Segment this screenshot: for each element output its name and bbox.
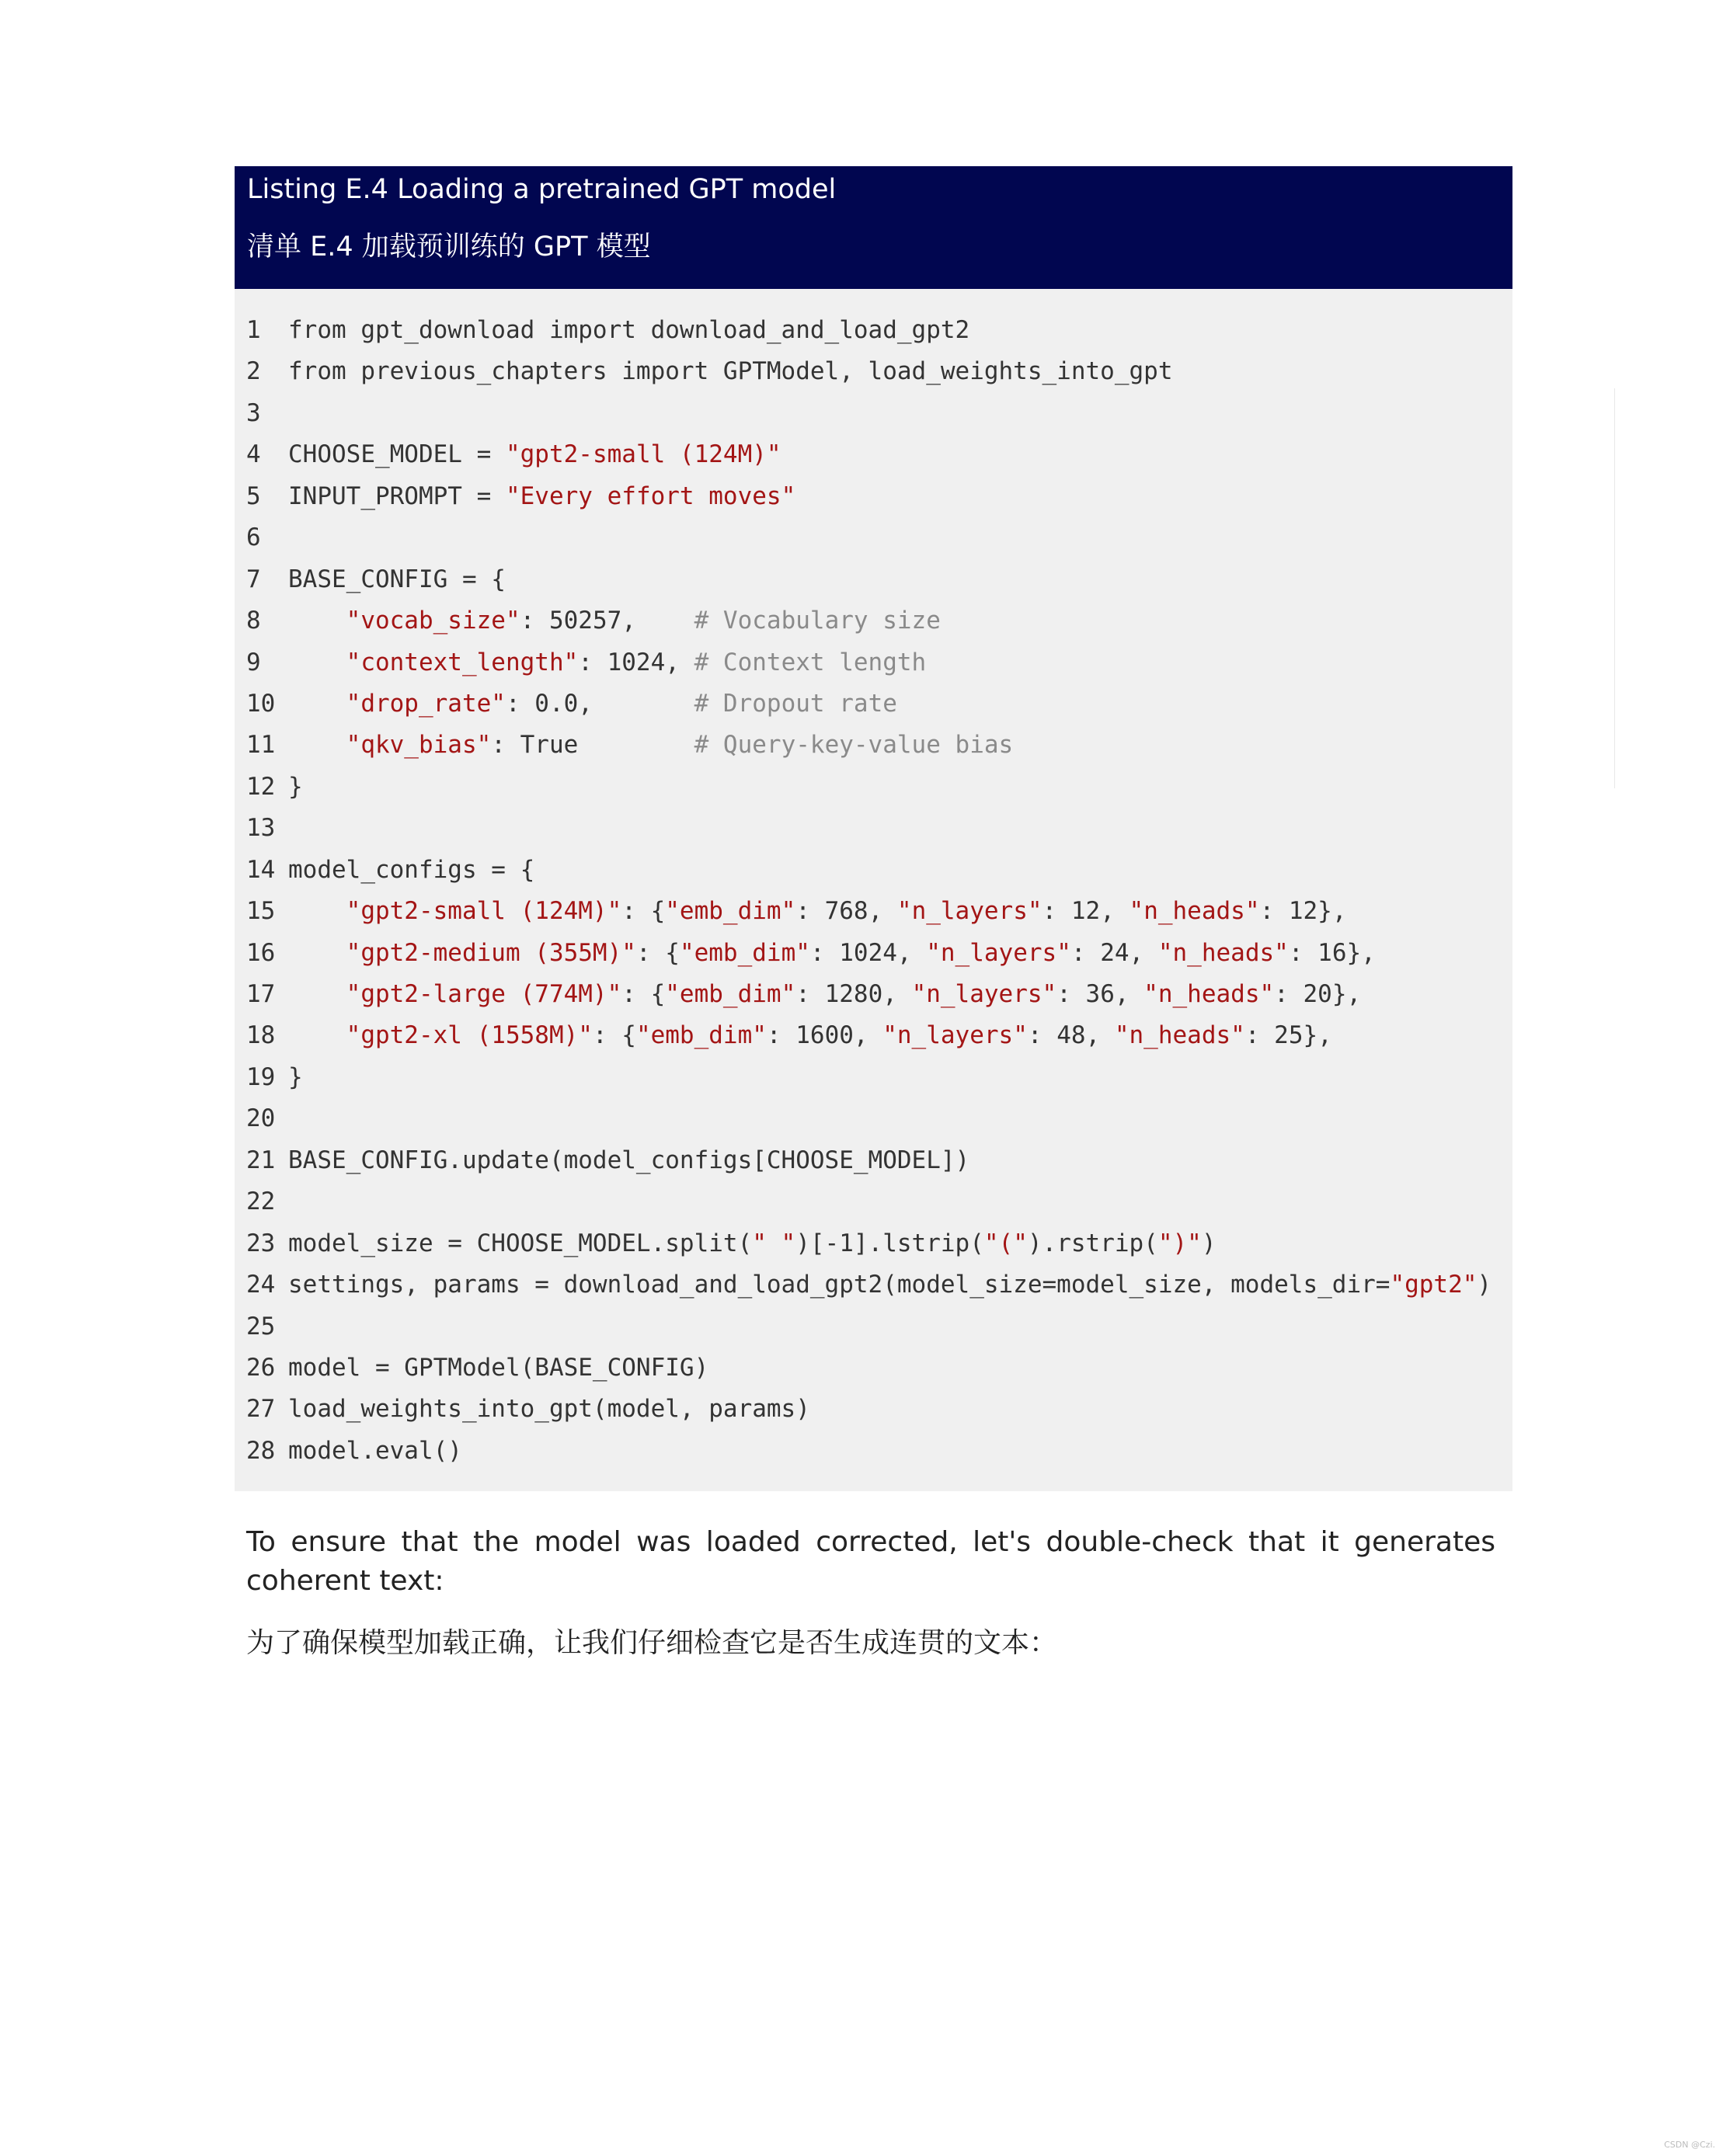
code-text	[288, 725, 1013, 766]
code-string: "drop_rate"	[346, 689, 506, 718]
line-number: 11	[246, 731, 276, 760]
code-token: : 1024,	[809, 938, 927, 967]
code-string: " "	[752, 1229, 796, 1257]
code-line	[235, 434, 1512, 475]
code-line	[235, 974, 1512, 1015]
code-token: BASE_CONFIG = {	[288, 565, 506, 593]
code-text	[288, 891, 1347, 932]
code-token: load_weights_into_gpt(model, params)	[288, 1395, 810, 1424]
code-string: "context_length"	[346, 648, 579, 676]
line-number: 2	[246, 357, 261, 386]
code-token: : 50257,	[520, 607, 694, 635]
code-string: "n_heads"	[1143, 980, 1275, 1008]
code-string: "emb_dim"	[635, 1021, 767, 1050]
line-number: 19	[246, 1062, 276, 1091]
code-line	[235, 642, 1512, 683]
line-number: 20	[246, 1104, 276, 1133]
code-line	[235, 517, 1512, 558]
listing-title-zh: 清单 E.4 加载预训练的 GPT 模型	[247, 231, 651, 263]
code-comment: # Vocabulary size	[694, 607, 941, 635]
code-token: )[-1].lstrip(	[795, 1229, 984, 1257]
code-token: CHOOSE_MODEL =	[288, 440, 506, 469]
line-number: 21	[246, 1146, 276, 1174]
code-token: model_configs = {	[288, 855, 535, 884]
code-token: : 1600,	[766, 1021, 883, 1050]
code-token: : 48,	[1027, 1021, 1115, 1050]
line-number: 3	[246, 398, 261, 427]
line-number: 5	[246, 482, 261, 510]
code-string: "n_layers"	[896, 897, 1043, 926]
code-token: BASE_CONFIG.update(model_configs[CHOOSE_MODEL])	[288, 1146, 970, 1174]
code-token: : 12,	[1042, 897, 1130, 926]
code-token: : 1024,	[578, 648, 694, 676]
code-text	[288, 600, 941, 642]
line-number: 18	[246, 1021, 276, 1050]
code-string: "gpt2"	[1390, 1271, 1478, 1299]
code-line	[235, 393, 1512, 434]
line-number: 17	[246, 980, 276, 1008]
code-token: : 36,	[1056, 980, 1144, 1008]
code-token: )	[1477, 1271, 1492, 1299]
code-line	[235, 725, 1512, 766]
code-string: "gpt2-small (124M)"	[346, 897, 622, 926]
code-string: "n_layers"	[926, 938, 1071, 967]
line-number: 22	[246, 1188, 276, 1216]
code-token: settings, params = download_and_load_gpt2(model_size=model_size, models_dir=	[288, 1271, 1391, 1299]
code-line	[235, 1140, 1512, 1181]
code-token	[288, 731, 346, 759]
code-token: model = GPTModel(BASE_CONFIG)	[288, 1353, 709, 1382]
code-token	[288, 690, 346, 718]
code-token: model_size = CHOOSE_MODEL.split(	[288, 1229, 753, 1257]
line-number: 13	[246, 814, 276, 843]
code-string: "n_heads"	[1157, 938, 1289, 967]
code-token: : True	[491, 731, 694, 760]
code-string: "emb_dim"	[665, 897, 796, 926]
code-text	[288, 1140, 969, 1181]
code-text	[288, 850, 534, 891]
code-text	[288, 1348, 708, 1389]
code-token	[288, 939, 346, 967]
code-token: model.eval()	[288, 1436, 462, 1465]
code-string: "gpt2-small (124M)"	[505, 440, 781, 469]
code-comment: # Dropout rate	[694, 689, 897, 718]
code-token: from previous_chapters import GPTModel, load_weights_into_gpt	[288, 357, 1173, 386]
code-string: "("	[983, 1229, 1028, 1257]
code-line	[235, 1389, 1512, 1430]
code-text	[288, 1389, 810, 1430]
code-token: ).rstrip(	[1027, 1229, 1158, 1257]
code-string: "emb_dim"	[679, 938, 810, 967]
code-line	[235, 767, 1512, 808]
code-line	[235, 933, 1512, 974]
code-token: INPUT_PROMPT =	[288, 482, 506, 510]
code-token: : 25},	[1244, 1021, 1332, 1050]
code-token: : {	[621, 980, 666, 1008]
line-number: 10	[246, 689, 276, 718]
code-string: "qkv_bias"	[346, 731, 492, 760]
code-line	[235, 310, 1512, 351]
code-string: ")"	[1157, 1229, 1202, 1257]
code-text	[288, 1264, 1492, 1306]
code-comment: # Context length	[694, 648, 927, 676]
code-token: : {	[592, 1021, 636, 1050]
code-token: : 12},	[1259, 897, 1347, 926]
line-number: 7	[246, 565, 261, 593]
code-listing	[235, 166, 1512, 1491]
code-string: "n_layers"	[911, 980, 1057, 1008]
line-number: 8	[246, 607, 261, 635]
code-line	[235, 891, 1512, 932]
code-string: "gpt2-large (774M)"	[346, 980, 622, 1008]
code-token: : 24,	[1070, 938, 1158, 967]
code-text	[288, 434, 781, 475]
code-text	[288, 642, 926, 683]
code-line	[235, 1015, 1512, 1056]
code-line	[235, 1348, 1512, 1389]
line-number: 6	[246, 523, 261, 552]
code-token: : 16},	[1288, 938, 1376, 967]
code-token: : 20},	[1274, 980, 1362, 1008]
code-line	[235, 808, 1512, 849]
code-string: "gpt2-medium (355M)"	[346, 938, 636, 967]
code-line	[235, 1431, 1512, 1472]
code-line	[235, 1181, 1512, 1222]
line-number: 24	[246, 1271, 276, 1299]
code-token: : 0.0,	[505, 689, 694, 718]
code-string: "n_layers"	[882, 1021, 1028, 1050]
paragraph-zh: 为了确保模型加载正确，让我们仔细检查它是否生成连贯的文本：	[246, 1627, 1058, 1659]
code-string: "n_heads"	[1129, 897, 1260, 926]
code-text	[288, 1223, 1217, 1264]
code-text	[288, 1057, 303, 1098]
code-text	[288, 767, 303, 808]
code-token: }	[288, 772, 303, 801]
code-line	[235, 1264, 1512, 1306]
code-line	[235, 1098, 1512, 1139]
code-text	[288, 974, 1361, 1015]
code-text	[288, 559, 506, 600]
paragraph-en: To ensure that the model was loaded corrected, let's double-check that it generates coherent text:	[246, 1526, 1495, 1597]
watermark: CSDN @Czi.	[1664, 2140, 1715, 2150]
listing-title-en: Listing E.4 Loading a pretrained GPT model	[247, 174, 837, 205]
code-token: : 768,	[795, 897, 897, 926]
code-text	[288, 933, 1376, 974]
code-string: "emb_dim"	[665, 980, 796, 1008]
line-number: 25	[246, 1312, 276, 1341]
code-token: )	[1201, 1229, 1217, 1257]
code-token	[288, 607, 346, 635]
code-string: "vocab_size"	[346, 607, 520, 635]
listing-header	[235, 166, 1512, 289]
code-string: "Every effort moves"	[505, 482, 796, 510]
line-number: 14	[246, 855, 276, 884]
code-line	[235, 850, 1512, 891]
code-line	[235, 351, 1512, 392]
code-token: }	[288, 1062, 303, 1091]
code-line	[235, 476, 1512, 517]
code-line	[235, 559, 1512, 600]
code-line	[235, 1057, 1512, 1098]
line-number: 9	[246, 648, 261, 676]
line-number: 4	[246, 440, 261, 469]
line-number: 28	[246, 1436, 276, 1465]
line-number: 1	[246, 316, 261, 344]
code-string: "gpt2-xl (1558M)"	[346, 1021, 593, 1050]
code-block	[235, 289, 1512, 1491]
code-token: from gpt_download import download_and_load_gpt2	[288, 316, 970, 344]
code-token	[288, 649, 346, 676]
code-line	[235, 683, 1512, 725]
code-token	[288, 1021, 346, 1049]
line-number: 16	[246, 938, 276, 967]
code-token: : 1280,	[795, 980, 912, 1008]
code-line	[235, 1306, 1512, 1348]
line-number: 26	[246, 1353, 276, 1382]
code-line	[235, 1223, 1512, 1264]
code-text	[288, 683, 897, 725]
code-text	[288, 310, 969, 351]
code-token	[288, 897, 346, 925]
code-token: : {	[635, 938, 680, 967]
code-text	[288, 351, 1172, 392]
code-string: "n_heads"	[1114, 1021, 1245, 1050]
line-number: 12	[246, 772, 276, 801]
line-number: 27	[246, 1395, 276, 1424]
divider	[1614, 388, 1615, 788]
code-text	[288, 1431, 462, 1472]
line-number: 15	[246, 897, 276, 926]
code-line	[235, 600, 1512, 642]
code-comment: # Query-key-value bias	[694, 731, 1014, 760]
code-text	[288, 1015, 1332, 1056]
code-token: : {	[621, 897, 666, 926]
code-text	[288, 476, 795, 517]
code-token	[288, 980, 346, 1008]
line-number: 23	[246, 1229, 276, 1257]
